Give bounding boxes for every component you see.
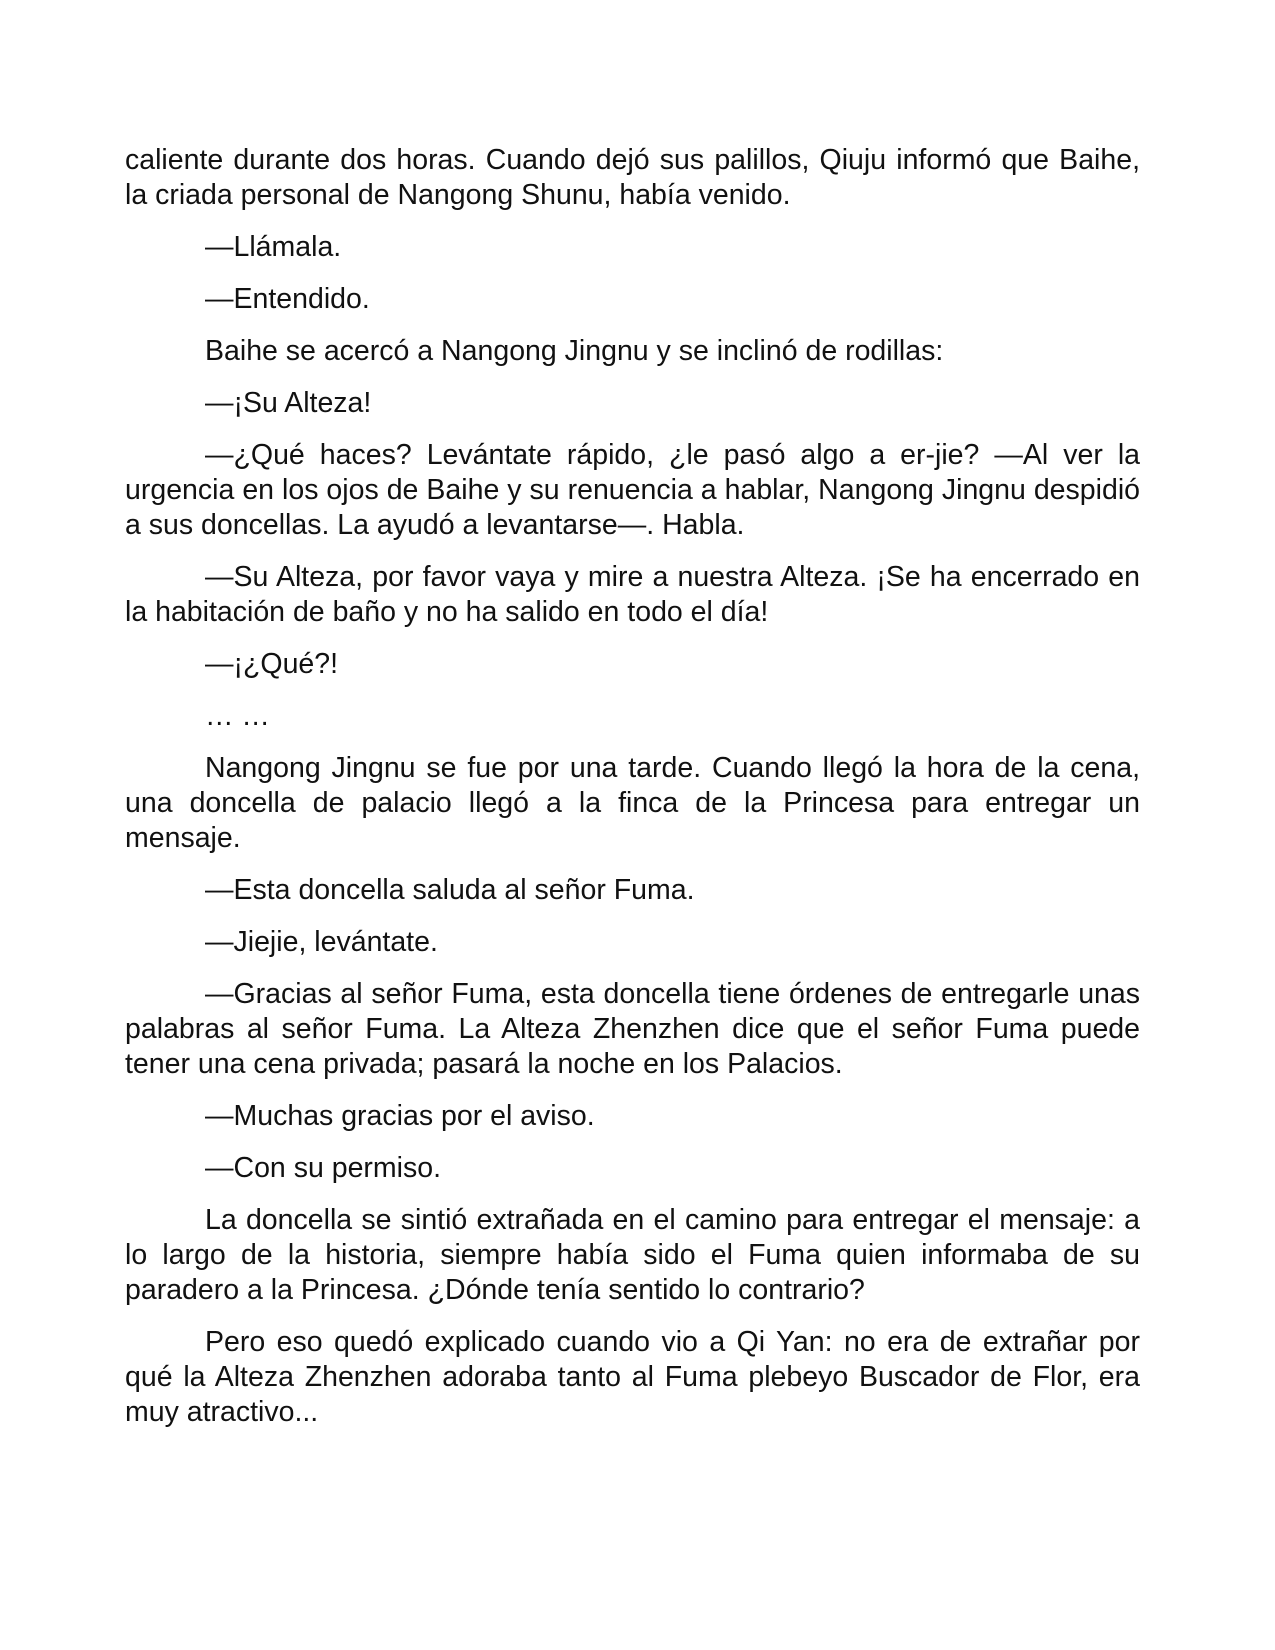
narrative-paragraph: Nangong Jingnu se fue por una tarde. Cuando llegó la hora de la cena, una doncella de palacio llegó a la finca de la Princesa para entregar un mensaje. <box>125 752 1140 854</box>
dialogue-line: —Esta doncella saluda al señor Fuma. <box>205 874 695 906</box>
dialogue-line: —¡¿Qué?! <box>205 648 339 680</box>
dialogue-line: —Entendido. <box>205 283 370 315</box>
dialogue-line: —Jiejie, levántate. <box>205 926 438 958</box>
scene-break: … … <box>205 700 270 732</box>
paragraph-continuation: caliente durante dos horas. Cuando dejó sus palillos, Qiuju informó que Baihe, la criada personal de Nangong Shunu, había venido. <box>125 144 1140 211</box>
dialogue-line: —Muchas gracias por el aviso. <box>205 1100 595 1132</box>
dialogue-paragraph: —¿Qué haces? Levántate rápido, ¿le pasó algo a er-jie? —Al ver la urgencia en los ojos de Baihe y su renuencia a hablar, Nangong Jingnu despidió a sus doncellas. La ayudó a levantarse—. Habla. <box>125 439 1140 541</box>
dialogue-paragraph: —Gracias al señor Fuma, esta doncella tiene órdenes de entregarle unas palabras al señor Fuma. La Alteza Zhenzhen dice que el señor Fuma puede tener una cena privada; pasará la noche en los Palacios. <box>125 978 1140 1080</box>
dialogue-paragraph: —Su Alteza, por favor vaya y mire a nuestra Alteza. ¡Se ha encerrado en la habitación de baño y no ha salido en todo el día! <box>125 561 1140 628</box>
dialogue-line: —¡Su Alteza! <box>205 387 372 419</box>
narrative-paragraph: La doncella se sintió extrañada en el camino para entregar el mensaje: a lo largo de la historia, siempre había sido el Fuma quien informaba de su paradero a la Princesa. ¿Dónde tenía sentido lo contrario? <box>125 1204 1140 1306</box>
narrative-paragraph: Baihe se acercó a Nangong Jingnu y se inclinó de rodillas: <box>205 335 944 367</box>
dialogue-line: —Con su permiso. <box>205 1152 442 1184</box>
document-page <box>125 143 1140 1430</box>
narrative-paragraph: Pero eso quedó explicado cuando vio a Qi Yan: no era de extrañar por qué la Alteza Zhenzhen adoraba tanto al Fuma plebeyo Buscador de Flor, era muy atractivo... <box>125 1326 1140 1428</box>
dialogue-line: —Llámala. <box>205 231 342 263</box>
